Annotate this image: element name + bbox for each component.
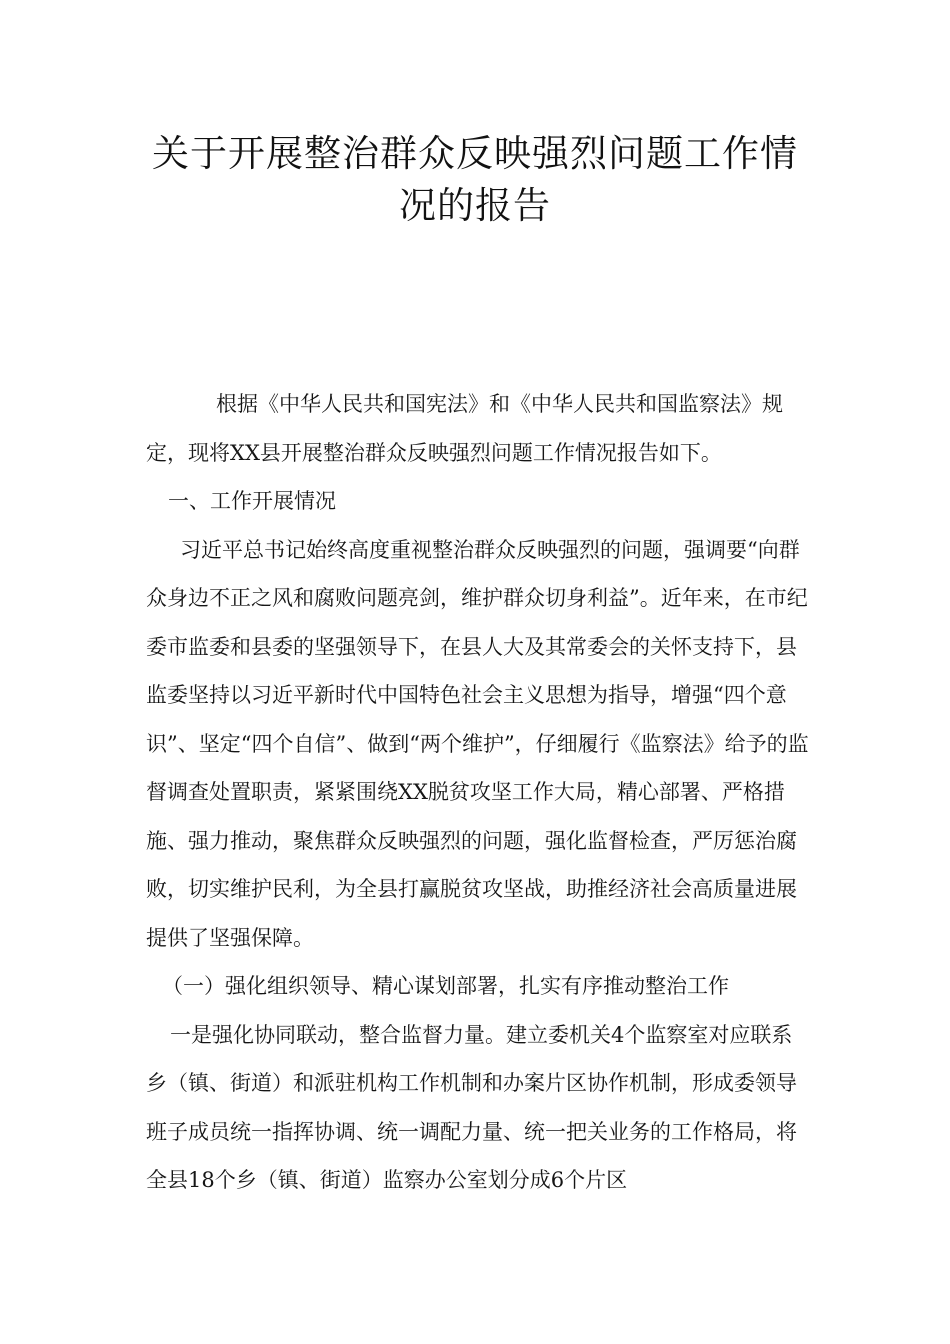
document-body <box>146 380 810 1205</box>
title-line-2: 况的报告 <box>399 184 551 227</box>
document-title <box>130 128 820 232</box>
body-paragraph: 习近平总书记始终高度重视整治群众反映强烈的问题，强调要“向群众身边不正之风和腐败问题亮剑，维护群众切身利益”。近年来，在市纪委市监委和县委的坚强领导下，在县人大及其常委会的关怀支持下，县监委坚持以习近平新时代中国特色社会主义思想为指导，增强“四个意识”、坚定“四个自信”、做到“两个维护”，仔细履行《监察法》给予的监督调查处置职责，紧紧围绕XX脱贫攻坚工作大局，精心部署、严格措施、强力推动，聚焦群众反映强烈的问题，强化监督检查，严厉惩治腐败，切实维护民利，为全县打赢脱贫攻坚战，助推经济社会高质量进展提供了坚强保障。 <box>146 537 809 950</box>
section-heading: 一、工作开展情况 <box>168 489 336 513</box>
subsection-heading: （一）强化组织领导、精心谋划部署，扎实有序推动整治工作 <box>162 974 729 998</box>
intro-paragraph: 根据《中华人民共和国宪法》和《中华人民共和国监察法》规定，现将XX县开展整治群众反映强烈问题工作情况报告如下。 <box>146 392 783 465</box>
title-line-1: 关于开展整治群众反映强烈问题工作情 <box>152 132 798 175</box>
body-paragraph: 一是强化协同联动，整合监督力量。建立委机关4个监察室对应联系乡（镇、街道）和派驻机构工作机制和办案片区协作机制，形成委领导班子成员统一指挥协调、统一调配力量、统一把关业务的工作格局，将全县18个乡（镇、街道）监察办公室划分成6个片区 <box>146 1022 797 1192</box>
